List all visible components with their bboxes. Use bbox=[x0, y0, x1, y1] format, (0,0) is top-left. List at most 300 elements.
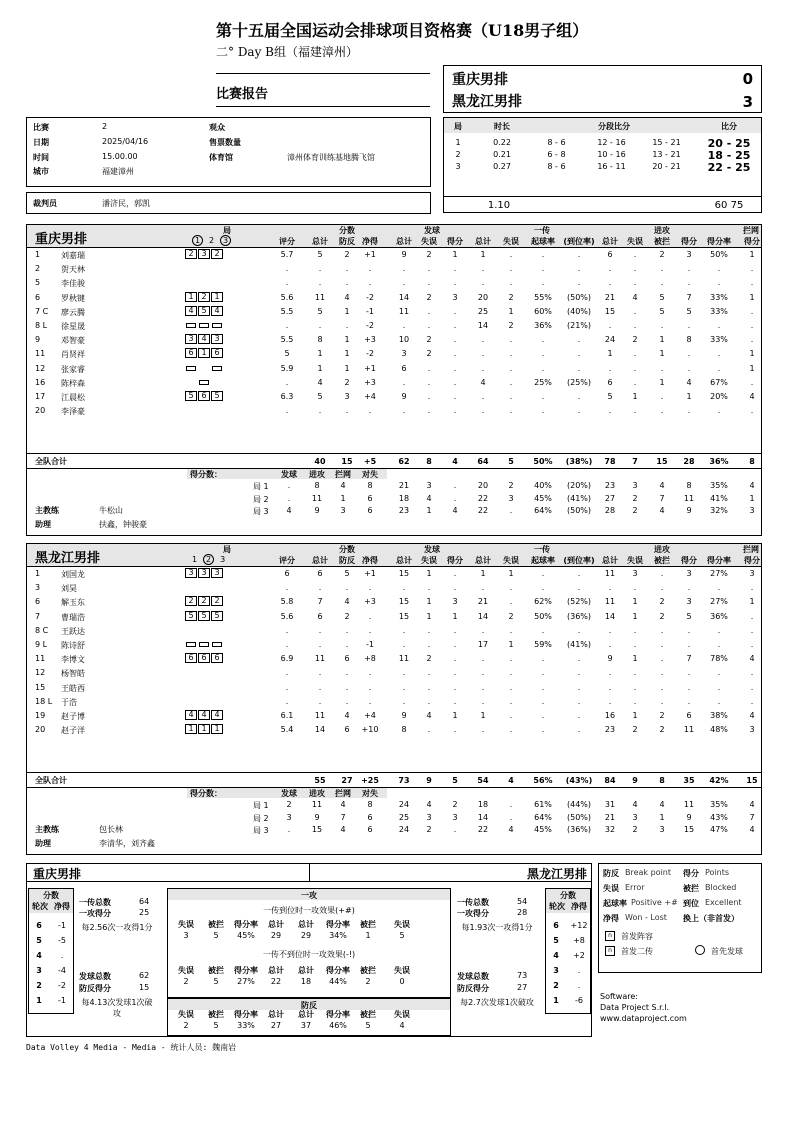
stat-rt: . bbox=[481, 696, 485, 706]
stat-rexc: . bbox=[577, 335, 581, 345]
stat-bp: . bbox=[345, 264, 349, 274]
player-set-boxes bbox=[185, 596, 224, 606]
set-stat-sp: 4 bbox=[452, 506, 458, 515]
stat-st: . bbox=[402, 321, 406, 330]
stat-wl: -1 bbox=[366, 640, 374, 649]
set-stat-a: 3 bbox=[286, 812, 292, 822]
breakpoint-title: 防反 bbox=[301, 1001, 317, 1010]
stat-st: 11 bbox=[398, 306, 410, 316]
player-number: 12 bbox=[35, 668, 46, 678]
rotation-points-head: 分数 bbox=[560, 891, 576, 900]
stat-wl: . bbox=[368, 406, 372, 416]
stat-rt: 14 bbox=[477, 611, 489, 621]
stat-rt: . bbox=[481, 654, 485, 664]
col-head-rt: 总计 bbox=[475, 556, 491, 565]
stat-ae: . bbox=[633, 349, 637, 359]
stat-rexc: . bbox=[577, 363, 581, 373]
stat-ae: . bbox=[633, 682, 637, 692]
start-position-box: 1 bbox=[198, 348, 210, 358]
stat-se: 2 bbox=[426, 335, 432, 345]
set-stat-c: 4 bbox=[340, 800, 346, 809]
stat-ap: . bbox=[687, 583, 691, 593]
stat-ab: 1 bbox=[659, 349, 665, 359]
stat-ae: . bbox=[633, 264, 637, 274]
set-stat-se: 3 bbox=[426, 481, 432, 490]
stat-rpos: . bbox=[541, 625, 545, 635]
set-stat-sp: 2 bbox=[452, 800, 458, 809]
start-position-box: 6 bbox=[185, 653, 197, 663]
set-stat-ab: 4 bbox=[659, 800, 665, 809]
stat-bk: . bbox=[750, 335, 754, 345]
set-stat-sp: . bbox=[453, 493, 457, 503]
home-bp-points: 15 bbox=[139, 983, 150, 992]
stat-rexc: . bbox=[577, 406, 581, 416]
rotation-number: 5 bbox=[36, 936, 42, 945]
legend-desc: Error bbox=[625, 883, 645, 892]
set-partial-16: 12 - 16 bbox=[597, 138, 626, 147]
stat-se: 4 bbox=[426, 711, 432, 720]
player-set-boxes bbox=[185, 391, 224, 401]
player-number: 1 bbox=[35, 250, 41, 259]
stat-t: . bbox=[318, 640, 322, 649]
home-bp-note: 每4.13次发球1次破攻 bbox=[81, 998, 153, 1018]
col-head-bp: 防反 bbox=[339, 556, 355, 565]
stat-re: . bbox=[509, 392, 513, 401]
rotation-head: 轮次 bbox=[549, 902, 565, 911]
set-stat-st: 24 bbox=[398, 800, 410, 809]
stat-at: . bbox=[608, 668, 612, 678]
col-head-ab: 被拦 bbox=[654, 556, 670, 565]
stat-rt: 1 bbox=[480, 569, 486, 578]
stat-rpos: 50% bbox=[534, 611, 552, 621]
match-city: 福建漳州 bbox=[102, 167, 134, 176]
sub-mark bbox=[185, 320, 197, 330]
sets-head-score: 比分 bbox=[721, 122, 737, 131]
start-position-box: 3 bbox=[198, 568, 210, 578]
col-block: 拦网 bbox=[743, 226, 759, 235]
stat-ap: . bbox=[687, 264, 691, 274]
stat-ab: . bbox=[660, 278, 664, 288]
stat-bp: 5 bbox=[344, 569, 350, 578]
rotation-wl: +12 bbox=[570, 921, 588, 930]
bad-head: 被拦 bbox=[208, 966, 224, 975]
stat-sp: . bbox=[453, 349, 457, 359]
stat-bk: . bbox=[750, 682, 754, 692]
divider bbox=[27, 787, 761, 788]
player-number: 8 C bbox=[35, 625, 49, 635]
stat-wl: -2 bbox=[366, 292, 374, 302]
player-set-boxes bbox=[185, 334, 224, 344]
home-bp-label: 防反得分 bbox=[79, 984, 111, 993]
good-head: 得分率 bbox=[326, 920, 350, 929]
rotation-wl: -1 bbox=[58, 921, 66, 930]
stat-sp: 3 bbox=[452, 292, 458, 302]
stat-re: . bbox=[509, 696, 513, 706]
stat-ap: 5 bbox=[686, 611, 692, 621]
rotation-wl: -6 bbox=[575, 996, 583, 1005]
stat-ae: . bbox=[633, 278, 637, 288]
stat-at: . bbox=[608, 363, 612, 373]
set-stat-bk: 4 bbox=[749, 481, 755, 490]
stat-st: 3 bbox=[401, 349, 407, 359]
stat-wl: . bbox=[368, 696, 372, 706]
stat-at: 24 bbox=[604, 335, 616, 345]
set-stat-re: . bbox=[509, 812, 513, 822]
set-label: 局 3 bbox=[253, 507, 269, 516]
stat-wl: +3 bbox=[364, 335, 376, 345]
stat-se: . bbox=[427, 583, 431, 593]
good-value: 1 bbox=[365, 931, 371, 940]
stat-apc: . bbox=[717, 321, 721, 330]
stat-bk: 1 bbox=[749, 349, 755, 359]
stat-re: 1 bbox=[508, 306, 514, 316]
away-bp-note: 每2.7次发球1次破攻 bbox=[460, 998, 534, 1007]
stat-rpos: . bbox=[541, 696, 545, 706]
rotation-wl: -4 bbox=[58, 966, 66, 975]
stat-t: 5 bbox=[317, 392, 323, 401]
set-stat-ab: 4 bbox=[659, 481, 665, 490]
assistant-names: 扶鑫，钟骏豪 bbox=[99, 520, 147, 529]
start-position-box: 1 bbox=[211, 292, 223, 302]
set-stat-at: 28 bbox=[604, 506, 616, 515]
set-stat-apc: 47% bbox=[710, 825, 728, 834]
stat-sp: . bbox=[453, 583, 457, 593]
total-st: 62 bbox=[398, 457, 410, 466]
stat-bp: 1 bbox=[344, 363, 350, 373]
away-team-name: 黑龙江男排 bbox=[452, 94, 522, 110]
stat-ab: 5 bbox=[659, 306, 665, 316]
total-rpos: 56% bbox=[533, 776, 553, 785]
player-number: 20 bbox=[35, 406, 46, 416]
bad-value: 27% bbox=[237, 977, 255, 986]
stat-sp: 3 bbox=[452, 597, 458, 607]
good-value: 29 bbox=[300, 931, 312, 940]
stat-ab: . bbox=[660, 668, 664, 678]
bad-value: 0 bbox=[399, 977, 405, 986]
bp-head: 被拦 bbox=[360, 1010, 376, 1019]
stat-bp: 4 bbox=[344, 292, 350, 302]
set-stat-b: 9 bbox=[314, 812, 320, 822]
player-name: 李博文 bbox=[61, 655, 85, 665]
stat-t: 1 bbox=[317, 363, 323, 373]
player-set-boxes bbox=[185, 363, 224, 373]
legend-desc: Excellent bbox=[705, 898, 742, 907]
good-head: 得分率 bbox=[234, 920, 258, 929]
set-stat-head: 发球 bbox=[281, 789, 297, 798]
away-team-table bbox=[26, 543, 762, 855]
set-stat-a: 2 bbox=[286, 800, 292, 809]
set-stat-bk: 3 bbox=[749, 506, 755, 515]
home-serve-total: 62 bbox=[139, 971, 150, 980]
stat-t: . bbox=[318, 583, 322, 593]
set-stat-a: 4 bbox=[286, 506, 292, 515]
bad-head: 得分率 bbox=[326, 966, 350, 975]
stat-ab: 1 bbox=[659, 377, 665, 387]
bp-head: 总计 bbox=[268, 1010, 284, 1019]
set-label: 局 3 bbox=[253, 826, 269, 835]
stat-ap: . bbox=[687, 321, 691, 330]
set-stat-c: 1 bbox=[340, 493, 346, 503]
home-reception-label: 一传总数 bbox=[79, 898, 111, 907]
rotation-wl: -5 bbox=[58, 936, 66, 945]
stat-se: 2 bbox=[426, 250, 432, 259]
summary-home-head bbox=[27, 864, 310, 882]
player-number: 18 L bbox=[35, 696, 53, 706]
rotation-wl: +8 bbox=[573, 936, 585, 945]
stat-ab: . bbox=[660, 264, 664, 274]
sub-mark bbox=[185, 363, 197, 373]
col-head-apc: 得分率 bbox=[707, 237, 731, 246]
stat-wl: . bbox=[368, 264, 372, 274]
stat-ae: 1 bbox=[632, 597, 638, 607]
set-stat-d: 8 bbox=[367, 800, 373, 809]
total-rpos: 50% bbox=[533, 457, 553, 466]
set-stat-ap: 8 bbox=[686, 481, 692, 490]
set-stat-d: 8 bbox=[367, 481, 373, 490]
stat-ab: . bbox=[660, 406, 664, 416]
home-serve-label: 发球总数 bbox=[79, 972, 111, 981]
stat-sp: 1 bbox=[452, 711, 458, 720]
stat-bp: 3 bbox=[344, 392, 350, 401]
set-stat-apc: 41% bbox=[710, 493, 728, 503]
good-value: 3 bbox=[183, 931, 189, 940]
stat-rexc: (21%) bbox=[566, 321, 592, 330]
bp-head: 失误 bbox=[178, 1010, 194, 1019]
stat-sp: . bbox=[453, 321, 457, 330]
bp-head: 得分率 bbox=[326, 1010, 350, 1019]
stat-se: . bbox=[427, 278, 431, 288]
set-stat-head: 拦网 bbox=[335, 470, 351, 479]
stat-t: . bbox=[318, 625, 322, 635]
software-line-2: Data Project S.r.l. bbox=[600, 1003, 670, 1012]
divider bbox=[27, 468, 761, 469]
stat-rpos: . bbox=[541, 569, 545, 578]
stat-re: . bbox=[509, 250, 513, 259]
stat-apc: . bbox=[717, 406, 721, 416]
stat-v: 5 bbox=[284, 349, 290, 359]
stat-re: 1 bbox=[508, 640, 514, 649]
stat-bp: . bbox=[345, 321, 349, 330]
stat-bk: 1 bbox=[749, 597, 755, 607]
stat-bp: . bbox=[345, 640, 349, 649]
stat-t: 7 bbox=[317, 597, 323, 607]
set-stat-re: 4 bbox=[508, 825, 514, 834]
legend-label: 防反 bbox=[603, 869, 619, 878]
stat-se: . bbox=[427, 392, 431, 401]
set-stat-ap: 11 bbox=[683, 493, 695, 503]
away-bp-label: 防反得分 bbox=[457, 984, 489, 993]
legend-desc: Break point bbox=[625, 868, 672, 877]
set-stat-ap: 11 bbox=[683, 800, 695, 809]
bad-reception-title: 一传不到位时一攻效果(-!) bbox=[262, 950, 356, 959]
divider bbox=[27, 453, 761, 454]
start-position-box: 5 bbox=[211, 391, 223, 401]
stat-sp: . bbox=[453, 640, 457, 649]
home-sideout-label: 一攻得分 bbox=[79, 909, 111, 918]
player-number: 20 bbox=[35, 725, 46, 735]
stat-ae: 1 bbox=[632, 392, 638, 401]
stat-st: 9 bbox=[401, 250, 407, 259]
label-city: 城市 bbox=[33, 167, 49, 176]
stat-v: . bbox=[285, 668, 289, 678]
stat-apc: 33% bbox=[710, 335, 728, 345]
set-stat-st: 23 bbox=[398, 506, 410, 515]
stat-rt: 25 bbox=[477, 306, 489, 316]
stat-rt: . bbox=[481, 392, 485, 401]
coach-name: 牛松山 bbox=[99, 506, 123, 515]
start-position-box: 3 bbox=[185, 568, 197, 578]
stat-se: 2 bbox=[426, 349, 432, 359]
start-position-box: 5 bbox=[185, 611, 197, 621]
stat-rexc: . bbox=[577, 392, 581, 401]
stat-bp: . bbox=[345, 668, 349, 678]
total-rt: 54 bbox=[477, 776, 489, 785]
set-stat-d: 6 bbox=[367, 506, 373, 515]
stat-ab: . bbox=[660, 569, 664, 578]
set-stat-ab: 7 bbox=[659, 493, 665, 503]
set-stat-head: 进攻 bbox=[309, 789, 325, 798]
stat-rexc: . bbox=[577, 696, 581, 706]
stat-apc: . bbox=[717, 682, 721, 692]
start-position-box: 4 bbox=[185, 710, 197, 720]
legend-setter: 首发二传 bbox=[621, 947, 653, 956]
stat-ae: . bbox=[633, 640, 637, 649]
stat-bk: . bbox=[750, 278, 754, 288]
bp-value: 46% bbox=[329, 1021, 347, 1030]
set-marks bbox=[189, 554, 228, 565]
stat-bk: . bbox=[750, 640, 754, 649]
rotation-number: 3 bbox=[36, 966, 42, 975]
sub-mark bbox=[211, 639, 223, 649]
stat-se: . bbox=[427, 640, 431, 649]
stat-st: 15 bbox=[398, 569, 410, 578]
stat-ap: 3 bbox=[686, 569, 692, 578]
assistant-label: 助理 bbox=[35, 839, 51, 848]
stat-wl: +1 bbox=[364, 363, 376, 373]
report-subtitle: 二° Day B组（福建漳州） bbox=[216, 45, 359, 59]
player-number: 2 bbox=[35, 264, 41, 274]
coach-label: 主教练 bbox=[35, 825, 59, 834]
set-partial-21: 20 - 21 bbox=[652, 162, 681, 171]
set-stat-st: 25 bbox=[398, 812, 410, 822]
start-position-box: 6 bbox=[185, 348, 197, 358]
set-stat-c: 3 bbox=[340, 506, 346, 515]
sideout-box bbox=[167, 888, 451, 998]
stat-bk: . bbox=[750, 611, 754, 621]
set-partial-16: 10 - 16 bbox=[597, 150, 626, 159]
col-head-v: 评分 bbox=[279, 237, 295, 246]
stat-at: 1 bbox=[607, 349, 613, 359]
set-score: 22 - 25 bbox=[707, 161, 751, 174]
stat-ae: . bbox=[633, 583, 637, 593]
rotation-points-head: 分数 bbox=[43, 891, 59, 900]
set-stat-b: 9 bbox=[314, 506, 320, 515]
legend-label: 净得 bbox=[603, 914, 619, 923]
set-stat-apc: 32% bbox=[710, 506, 728, 515]
stat-v: 6.9 bbox=[280, 654, 294, 664]
col-reception: 一传 bbox=[534, 226, 550, 235]
good-head: 被拦 bbox=[360, 920, 376, 929]
set-score: 20 - 25 bbox=[707, 137, 751, 150]
stat-bp: . bbox=[345, 696, 349, 706]
stat-rexc: . bbox=[577, 583, 581, 593]
set-label: 局 1 bbox=[253, 482, 269, 491]
col-points: 分数 bbox=[339, 226, 355, 235]
stat-ae: . bbox=[633, 625, 637, 635]
set-stat-head: 对失 bbox=[362, 470, 378, 479]
divider bbox=[27, 247, 761, 248]
stat-se: . bbox=[427, 306, 431, 316]
bp-value: 33% bbox=[237, 1021, 255, 1030]
set-stat-rt: 22 bbox=[477, 493, 489, 503]
stat-ab: 2 bbox=[659, 711, 665, 720]
total-ae: 9 bbox=[632, 776, 638, 785]
good-value: 29 bbox=[270, 931, 282, 940]
stat-st: 9 bbox=[401, 711, 407, 720]
stat-ae: . bbox=[633, 250, 637, 259]
stat-rt: . bbox=[481, 583, 485, 593]
label-time: 时间 bbox=[33, 153, 49, 162]
stat-rpos: . bbox=[541, 406, 545, 416]
stat-st: 14 bbox=[398, 292, 410, 302]
col-attack: 进攻 bbox=[654, 226, 670, 235]
stat-bk: 1 bbox=[749, 250, 755, 259]
stat-re: . bbox=[509, 654, 513, 664]
stat-bk: . bbox=[750, 321, 754, 330]
total-ap: 35 bbox=[683, 776, 695, 785]
start-position-box: 2 bbox=[211, 249, 223, 259]
set-stat-ae: 3 bbox=[632, 812, 638, 822]
report-title: 第十五届全国运动会排球项目资格赛（U18男子组） bbox=[216, 21, 589, 40]
rotation-number: 5 bbox=[553, 936, 559, 945]
software-line-1: Software: bbox=[600, 992, 638, 1001]
stat-bp: 1 bbox=[344, 349, 350, 359]
stat-re: . bbox=[509, 406, 513, 416]
stat-rpos: . bbox=[541, 654, 545, 664]
stat-v: . bbox=[285, 625, 289, 635]
legend-square-icon: n bbox=[605, 946, 615, 956]
player-number: 6 bbox=[35, 292, 41, 302]
stat-bp: . bbox=[345, 406, 349, 416]
stat-bk: . bbox=[750, 668, 754, 678]
set-stat-rpos: 61% bbox=[534, 800, 552, 809]
start-position-box: 6 bbox=[198, 653, 210, 663]
stat-ae: 2 bbox=[632, 725, 638, 735]
referee-box bbox=[26, 192, 431, 214]
away-reception-total: 54 bbox=[517, 897, 528, 906]
stat-bk: . bbox=[750, 406, 754, 416]
set-stat-head: 发球 bbox=[281, 470, 297, 479]
set-stat-b: 8 bbox=[314, 481, 320, 490]
stat-ab: . bbox=[660, 583, 664, 593]
stat-apc: 33% bbox=[710, 306, 728, 316]
team-name: 重庆男排 bbox=[35, 232, 88, 247]
stat-rexc: (52%) bbox=[566, 597, 592, 607]
total-re: 5 bbox=[508, 457, 514, 466]
set-stat-st: 21 bbox=[398, 481, 410, 490]
stat-rt: 1 bbox=[480, 250, 486, 259]
stat-st: 10 bbox=[398, 335, 410, 345]
set-stat-rpos: 64% bbox=[534, 812, 552, 822]
stat-rpos: . bbox=[541, 250, 545, 259]
label-referees: 裁判员 bbox=[33, 199, 57, 208]
stat-t: . bbox=[318, 264, 322, 274]
rotation-wl: +2 bbox=[573, 951, 585, 960]
home-team-table bbox=[26, 224, 762, 536]
start-position-box: 4 bbox=[185, 306, 197, 316]
player-number: 7 bbox=[35, 611, 41, 621]
stat-apc: . bbox=[717, 625, 721, 635]
